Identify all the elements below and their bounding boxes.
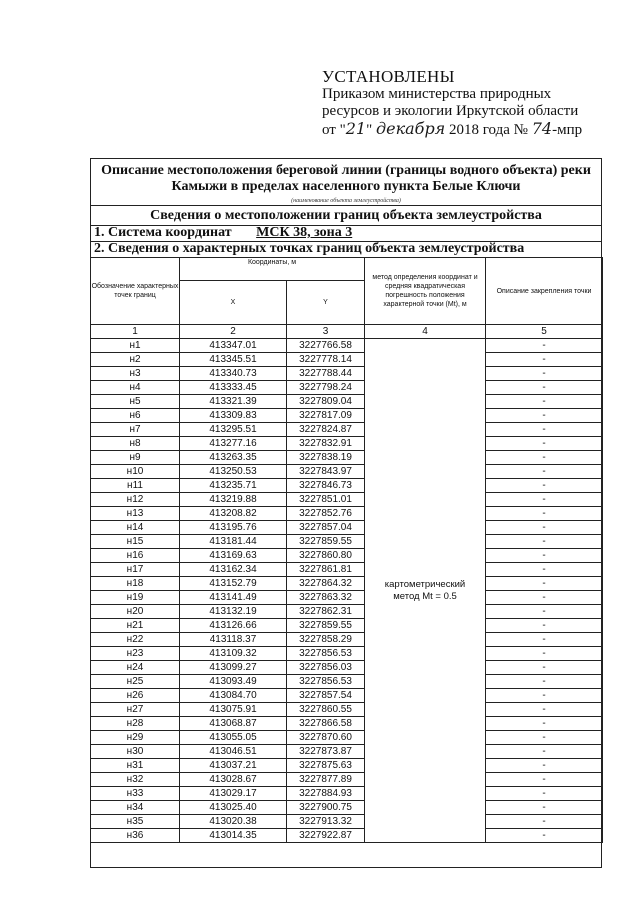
coord-x: 413028.67	[180, 773, 287, 787]
coord-x: 413295.51	[180, 423, 287, 437]
fixing-cell: -	[486, 395, 603, 409]
column-number: 5	[486, 325, 603, 339]
table-row	[91, 689, 603, 703]
table-row	[91, 815, 603, 829]
fixing-cell: -	[486, 535, 603, 549]
fixing-cell: -	[486, 661, 603, 675]
point-name: н35	[91, 815, 180, 829]
coord-x: 413055.05	[180, 731, 287, 745]
coord-system-value: МСК 38, зона 3	[256, 225, 353, 240]
table-row	[91, 605, 603, 619]
coord-x: 413162.34	[180, 563, 287, 577]
point-name: н27	[91, 703, 180, 717]
fixing-cell: -	[486, 703, 603, 717]
table-row	[91, 563, 603, 577]
coord-x: 413037.21	[180, 759, 287, 773]
coord-x: 413195.76	[180, 521, 287, 535]
fixing-cell: -	[486, 409, 603, 423]
header-x: X	[180, 281, 287, 325]
table-row	[91, 801, 603, 815]
table-row	[91, 829, 603, 843]
points-header: 2. Сведения о характерных точках границ объекта землеустройства	[94, 241, 525, 256]
table-row	[91, 591, 603, 605]
coord-y: 3227860.80	[287, 549, 365, 563]
coord-y: 3227922.87	[287, 829, 365, 843]
table-row	[91, 731, 603, 745]
coord-y: 3227798.24	[287, 381, 365, 395]
table-row	[91, 381, 603, 395]
fixing-cell: -	[486, 451, 603, 465]
approval-line-2: ресурсов и экологии Иркутской области	[322, 103, 579, 119]
table-row	[91, 549, 603, 563]
method-cell: картометрический метод Mt = 0.5	[365, 339, 486, 843]
approval-number-handwritten: 74	[531, 119, 553, 138]
point-name: н16	[91, 549, 180, 563]
point-name: н7	[91, 423, 180, 437]
coordinates-rows	[91, 339, 603, 843]
coord-y: 3227860.55	[287, 703, 365, 717]
coord-y: 3227861.81	[287, 563, 365, 577]
section-header: Сведения о местоположении границ объекта землеустройства	[150, 208, 542, 223]
column-number: 1	[91, 325, 180, 339]
point-name: н21	[91, 619, 180, 633]
coordinates-table	[90, 257, 603, 843]
coord-x: 413025.40	[180, 801, 287, 815]
table-row	[91, 507, 603, 521]
fixing-cell: -	[486, 619, 603, 633]
point-name: н14	[91, 521, 180, 535]
fixing-cell: -	[486, 605, 603, 619]
coord-x: 413277.16	[180, 437, 287, 451]
fixing-cell: -	[486, 353, 603, 367]
coord-y: 3227884.93	[287, 787, 365, 801]
coord-y: 3227852.76	[287, 507, 365, 521]
fixing-cell: -	[486, 633, 603, 647]
fixing-cell: -	[486, 773, 603, 787]
fixing-cell: -	[486, 787, 603, 801]
coord-y: 3227857.04	[287, 521, 365, 535]
point-name: н15	[91, 535, 180, 549]
point-name: н10	[91, 465, 180, 479]
coord-y: 3227809.04	[287, 395, 365, 409]
fixing-cell: -	[486, 745, 603, 759]
point-name: н3	[91, 367, 180, 381]
coord-x: 413075.91	[180, 703, 287, 717]
point-name: н26	[91, 689, 180, 703]
table-row	[91, 787, 603, 801]
coord-x: 413084.70	[180, 689, 287, 703]
coord-y: 3227864.32	[287, 577, 365, 591]
fixing-cell: -	[486, 493, 603, 507]
coord-y: 3227856.53	[287, 647, 365, 661]
coord-x: 413219.88	[180, 493, 287, 507]
fixing-cell: -	[486, 731, 603, 745]
point-name: н2	[91, 353, 180, 367]
approval-month-handwritten: декабря	[375, 119, 446, 138]
header-designation: Обозначение характерных точек границ	[91, 258, 180, 325]
coord-x: 413152.79	[180, 577, 287, 591]
coord-y: 3227817.09	[287, 409, 365, 423]
point-name: н12	[91, 493, 180, 507]
approval-day-handwritten: 21	[345, 119, 367, 138]
approval-title: УСТАНОВЛЕНЫ	[322, 67, 455, 86]
column-number: 2	[180, 325, 287, 339]
coord-x: 413132.19	[180, 605, 287, 619]
fixing-cell: -	[486, 591, 603, 605]
coord-x: 413126.66	[180, 619, 287, 633]
fixing-cell: -	[486, 465, 603, 479]
table-row	[91, 395, 603, 409]
table-row	[91, 353, 603, 367]
point-name: н6	[91, 409, 180, 423]
approval-suffix: -мпр	[552, 122, 583, 138]
table-row	[91, 493, 603, 507]
coord-y: 3227862.31	[287, 605, 365, 619]
coord-y: 3227859.55	[287, 535, 365, 549]
column-number: 4	[365, 325, 486, 339]
coord-x: 413321.39	[180, 395, 287, 409]
fixing-cell: -	[486, 577, 603, 591]
approval-line-1: Приказом министерства природных	[322, 86, 552, 102]
coord-y: 3227877.89	[287, 773, 365, 787]
point-name: н8	[91, 437, 180, 451]
header-method: метод определения координат и средняя квадратическая погрешность положения характерной точки (Mt), м	[365, 258, 486, 325]
coord-x: 413333.45	[180, 381, 287, 395]
coord-y: 3227913.32	[287, 815, 365, 829]
coord-x: 413250.53	[180, 465, 287, 479]
point-name: н4	[91, 381, 180, 395]
fixing-cell: -	[486, 479, 603, 493]
approval-date-line	[322, 120, 622, 139]
table-row	[91, 451, 603, 465]
fixing-cell: -	[486, 437, 603, 451]
approval-from-prefix: от "	[322, 122, 346, 138]
coord-x: 413263.35	[180, 451, 287, 465]
point-name: н20	[91, 605, 180, 619]
coord-system-row	[91, 225, 601, 241]
header-fixing: Описание закрепления точки	[486, 258, 603, 325]
fixing-cell: -	[486, 423, 603, 437]
coord-y: 3227857.54	[287, 689, 365, 703]
coord-y: 3227766.58	[287, 339, 365, 353]
point-name: н9	[91, 451, 180, 465]
coord-y: 3227863.32	[287, 591, 365, 605]
coord-x: 413093.49	[180, 675, 287, 689]
coord-x: 413020.38	[180, 815, 287, 829]
point-name: н28	[91, 717, 180, 731]
table-row	[91, 465, 603, 479]
coord-y: 3227846.73	[287, 479, 365, 493]
point-name: н22	[91, 633, 180, 647]
fixing-cell: -	[486, 507, 603, 521]
coord-y: 3227859.55	[287, 619, 365, 633]
table-row	[91, 633, 603, 647]
fixing-cell: -	[486, 759, 603, 773]
table-row	[91, 745, 603, 759]
fixing-cell: -	[486, 339, 603, 353]
table-row	[91, 479, 603, 493]
table-row	[91, 521, 603, 535]
coord-y: 3227870.60	[287, 731, 365, 745]
coord-x: 413099.27	[180, 661, 287, 675]
table-row	[91, 759, 603, 773]
point-name: н18	[91, 577, 180, 591]
point-name: н29	[91, 731, 180, 745]
point-name: н31	[91, 759, 180, 773]
coord-y: 3227875.63	[287, 759, 365, 773]
fixing-cell: -	[486, 549, 603, 563]
coord-x: 413345.51	[180, 353, 287, 367]
point-name: н5	[91, 395, 180, 409]
divider	[90, 205, 602, 206]
table-row	[91, 423, 603, 437]
coord-y: 3227856.03	[287, 661, 365, 675]
coord-y: 3227856.53	[287, 675, 365, 689]
point-name: н32	[91, 773, 180, 787]
table-row	[91, 675, 603, 689]
approval-mid-quote: "	[366, 122, 373, 138]
table-row	[91, 437, 603, 451]
fixing-cell: -	[486, 801, 603, 815]
coord-y: 3227832.91	[287, 437, 365, 451]
point-name: н17	[91, 563, 180, 577]
fixing-cell: -	[486, 717, 603, 731]
point-name: н24	[91, 661, 180, 675]
coord-y: 3227866.58	[287, 717, 365, 731]
coord-y: 3227851.01	[287, 493, 365, 507]
table-row	[91, 577, 603, 591]
table-row	[91, 367, 603, 381]
point-name: н11	[91, 479, 180, 493]
coord-y: 3227778.14	[287, 353, 365, 367]
coord-x: 413141.49	[180, 591, 287, 605]
coord-y: 3227788.44	[287, 367, 365, 381]
table-row	[91, 409, 603, 423]
approval-block	[322, 68, 622, 139]
point-name: н33	[91, 787, 180, 801]
coord-y: 3227838.19	[287, 451, 365, 465]
fixing-cell: -	[486, 675, 603, 689]
coord-x: 413309.83	[180, 409, 287, 423]
coord-x: 413109.32	[180, 647, 287, 661]
coord-y: 3227873.87	[287, 745, 365, 759]
table-row	[91, 619, 603, 633]
coord-x: 413046.51	[180, 745, 287, 759]
point-name: н34	[91, 801, 180, 815]
fixing-cell: -	[486, 381, 603, 395]
coord-x: 413235.71	[180, 479, 287, 493]
object-description-note: (наименование объекта землеустройства)	[291, 198, 401, 204]
coord-y: 3227858.29	[287, 633, 365, 647]
coord-x: 413029.17	[180, 787, 287, 801]
coord-y: 3227843.97	[287, 465, 365, 479]
table-row	[91, 773, 603, 787]
coord-x: 413347.01	[180, 339, 287, 353]
table-row	[91, 717, 603, 731]
header-coordinates: Координаты, м	[180, 258, 365, 281]
fixing-cell: -	[486, 521, 603, 535]
table-row	[91, 647, 603, 661]
table-row	[91, 703, 603, 717]
coord-x: 413169.63	[180, 549, 287, 563]
point-name: н36	[91, 829, 180, 843]
fixing-cell: -	[486, 367, 603, 381]
fixing-cell: -	[486, 829, 603, 843]
table-row	[91, 661, 603, 675]
column-number: 3	[287, 325, 365, 339]
coord-x: 413068.87	[180, 717, 287, 731]
table-row	[91, 535, 603, 549]
fixing-cell: -	[486, 689, 603, 703]
table-row	[91, 339, 603, 353]
point-name: н25	[91, 675, 180, 689]
coord-x: 413181.44	[180, 535, 287, 549]
fixing-cell: -	[486, 563, 603, 577]
point-name: н30	[91, 745, 180, 759]
point-name: н19	[91, 591, 180, 605]
coord-x: 413014.35	[180, 829, 287, 843]
coord-system-label: 1. Система координат	[94, 225, 232, 240]
fixing-cell: -	[486, 815, 603, 829]
fixing-cell: -	[486, 647, 603, 661]
object-description-title: Описание местоположения береговой линии (границы водного объекта) реки Камыжи в пределах населенного пункта Белые Ключи	[101, 163, 591, 194]
point-name: н23	[91, 647, 180, 661]
coord-x: 413340.73	[180, 367, 287, 381]
header-y: Y	[287, 281, 365, 325]
point-name: н1	[91, 339, 180, 353]
coord-x: 413208.82	[180, 507, 287, 521]
point-name: н13	[91, 507, 180, 521]
coord-y: 3227900.75	[287, 801, 365, 815]
coord-y: 3227824.87	[287, 423, 365, 437]
approval-year: 2018 года №	[449, 122, 528, 138]
coord-x: 413118.37	[180, 633, 287, 647]
